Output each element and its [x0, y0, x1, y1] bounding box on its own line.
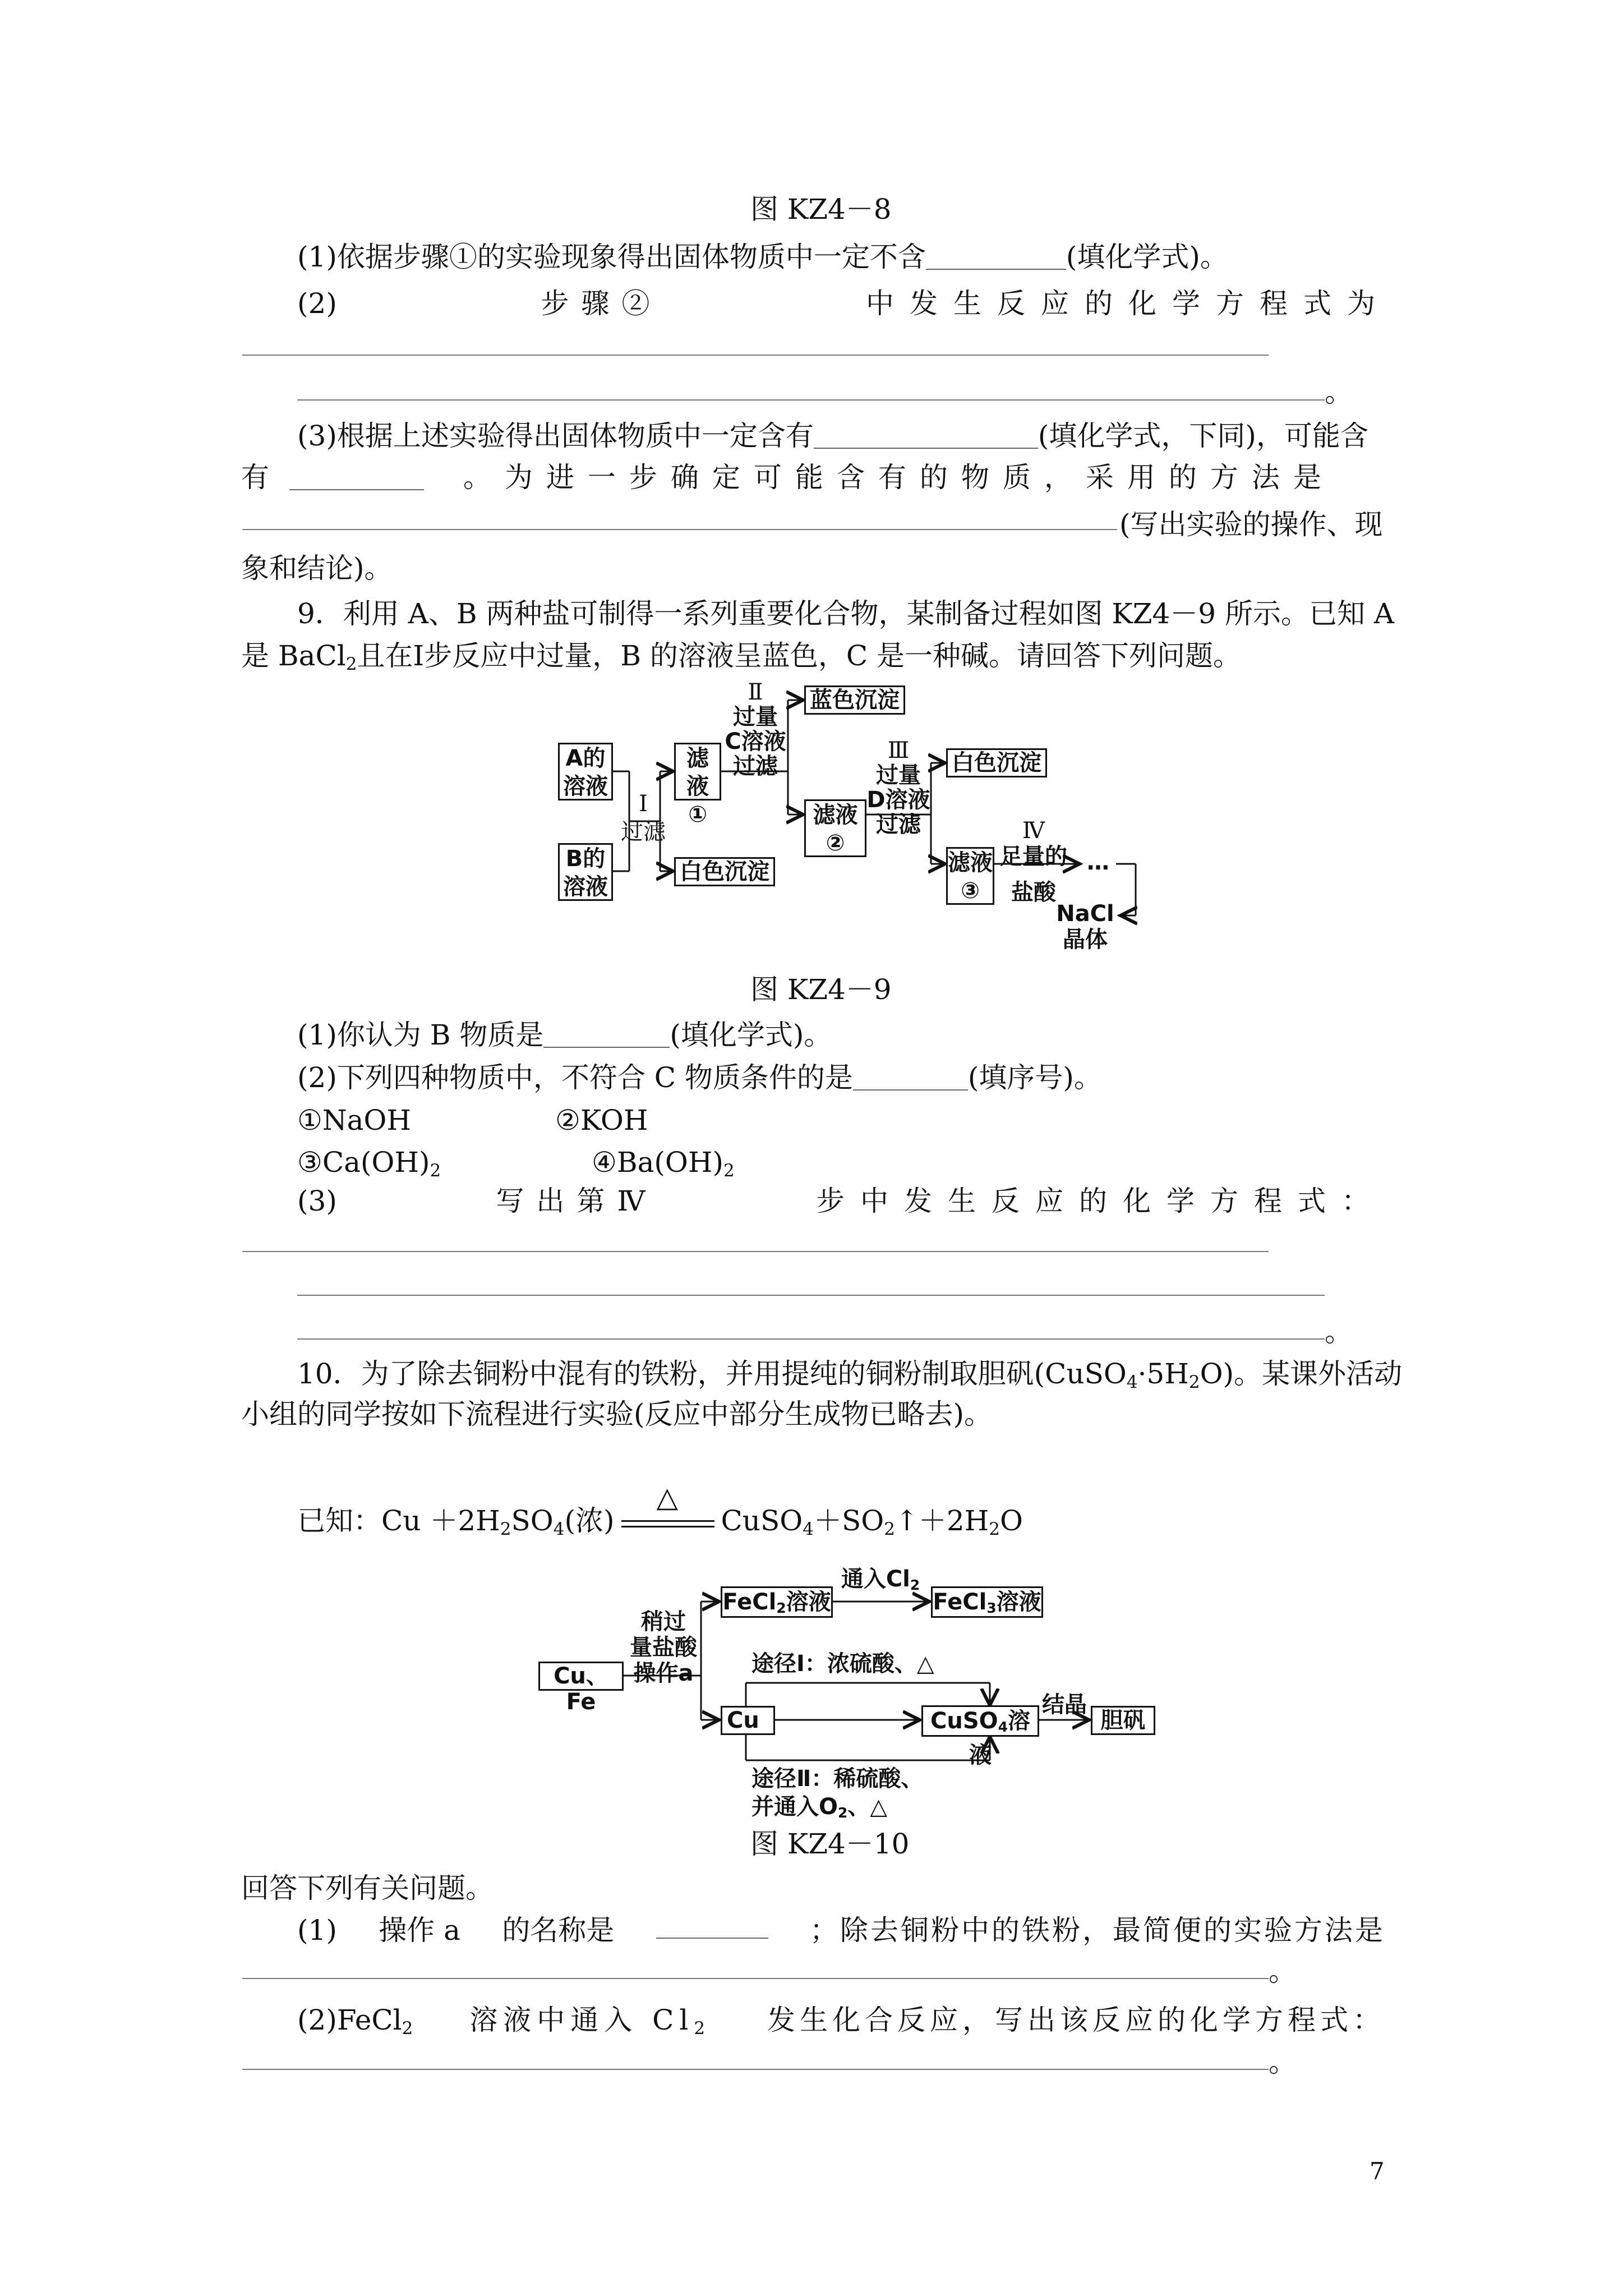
q9-intro-text: 且在Ⅰ步反应中过量，B 的溶液呈蓝色，C 是一种碱。请回答下列问题。: [357, 639, 1241, 672]
figure-caption-kz4-8: 图 KZ4－8: [750, 193, 892, 226]
q8-part3-text: (3)根据上述实验得出固体物质中一定含有: [297, 420, 814, 452]
q8-part3-tail: (填化学式，下同)，可能含: [1038, 420, 1368, 452]
page-number: 7: [1370, 2157, 1385, 2185]
box-text: CuSO: [930, 1708, 998, 1734]
q8-part3-word: 有: [241, 461, 269, 494]
end-mark: 。: [1325, 376, 1353, 408]
box-text: ①: [688, 802, 707, 827]
box-text: 溶液: [996, 1589, 1041, 1615]
box-text: ②: [826, 830, 845, 856]
q8-part2-word: 步骤②: [541, 287, 662, 320]
label-text: 并通入O: [751, 1794, 838, 1820]
equation-text: SO: [511, 1504, 554, 1537]
label-text: 过滤: [621, 819, 666, 845]
q10-part1-word: 的名称是: [502, 1914, 615, 1947]
box-white-precipitate-2: 白色沉淀: [946, 748, 1047, 777]
box-text: ③: [961, 878, 980, 904]
end-mark: 。: [1325, 1315, 1353, 1348]
label-text: 盐酸: [1011, 880, 1056, 905]
q10-intro-text: O)。某课外活动: [1200, 1358, 1403, 1390]
subscript: 4: [1126, 1372, 1138, 1392]
answer-line[interactable]: [242, 2069, 1269, 2070]
q9-intro-line1: 9．利用 A、B 两种盐可制得一系列重要化合物，某制备过程如图 KZ4－9 所示。已知 A: [297, 597, 1394, 630]
q8-part3-line3: (写出实验的操作、现: [1119, 508, 1383, 541]
q8-part2-word: 中发生反应的化学方程式为: [865, 287, 1391, 320]
q9-part1-tail: (填化学式)。: [670, 1019, 832, 1051]
q10-part2-text: (2)FeCl: [297, 2004, 402, 2036]
label-text: 过滤: [876, 812, 921, 838]
figure-caption-kz4-10: 图 KZ4－10: [750, 1828, 910, 1860]
box-blue-precipitate: 蓝色沉淀: [804, 685, 905, 715]
subscript: 2: [430, 1160, 441, 1181]
label-text: 足量的: [1000, 844, 1067, 869]
box-text: 溶液: [563, 874, 608, 900]
label-text: 过量: [876, 762, 921, 788]
q8-part3-word: 。为进一步确定可能含有的物质，采用的方法是: [463, 461, 1335, 494]
q9-option-1: ①NaOH: [297, 1104, 411, 1137]
subscript: 2: [776, 1600, 786, 1617]
q8-part2-word: (2): [297, 287, 337, 320]
box-text: B的: [565, 846, 606, 872]
q9-part3-word: 写出第Ⅳ: [496, 1185, 658, 1217]
q10-intro-line2: 小组的同学按如下流程进行实验(反应中部分生成物已略去)。: [241, 1398, 993, 1430]
q9-part2-text: (2)下列四种物质中，不符合 C 物质条件的是: [297, 1061, 853, 1094]
subscript: 2: [694, 2018, 711, 2039]
label-text: Ⅰ: [639, 791, 648, 817]
q9-part3-word: 步中发生反应的化学方程式：: [817, 1185, 1385, 1217]
label-text: [751, 1793, 923, 1827]
equation-text: CuSO: [721, 1504, 803, 1537]
label-text: 晶体: [1063, 927, 1108, 953]
equation-text: 已知：Cu ＋2H: [297, 1504, 500, 1537]
label-text: 通入Cl: [841, 1566, 910, 1592]
box-fecl2-solution: [721, 1586, 833, 1618]
label-text: 过量: [733, 704, 778, 730]
delta-symbol: △: [656, 1481, 678, 1513]
box-text: 溶液: [969, 1708, 1030, 1769]
q9-intro-text: 是 BaCl: [241, 639, 346, 672]
q10-part2-word: 发生化合反应，写出该反应的化学方程式：: [767, 2004, 1385, 2036]
subscript: 4: [803, 1519, 814, 1539]
box-text: A的: [565, 746, 606, 771]
label-text: C溶液: [725, 729, 786, 754]
q10-part1-word: ；除去铜粉中的铁粉，最简便的实验方法是: [809, 1914, 1385, 1947]
subscript: 2: [838, 1805, 848, 1821]
label-text: 量盐酸: [630, 1635, 697, 1660]
box-blue-vitriol: 胆矾: [1091, 1706, 1155, 1735]
route-1-label: 途径Ⅰ：浓硫酸、△: [751, 1651, 934, 1677]
pass-cl2-label: [836, 1565, 925, 1599]
option-text: ④Ba(OH): [592, 1146, 723, 1179]
q10-part2-text: 溶液中通入 Cl: [469, 2004, 694, 2036]
q10-part1: [297, 1913, 1385, 1948]
equation-text: O: [999, 1504, 1023, 1537]
subscript: 2: [723, 1160, 735, 1181]
q8-part1-tail: (填化学式)。: [1066, 241, 1228, 273]
route-2-label: [751, 1765, 923, 1827]
q10-part1-word: 操作 a: [379, 1914, 460, 1947]
subscript: 4: [998, 1719, 1008, 1736]
label-text: NaCl: [1056, 901, 1114, 927]
box-text: 溶液: [563, 774, 608, 799]
box-text: 滤液: [948, 850, 993, 876]
box-text: 溶液: [786, 1589, 831, 1615]
subscript: 2: [500, 1519, 511, 1539]
q10-intro-text: ·5H: [1137, 1358, 1189, 1390]
equation-text: ↑＋2H: [895, 1504, 989, 1537]
q8-part1-text: (1)依据步骤①的实验现象得出固体物质中一定不含: [297, 241, 926, 273]
subscript: 3: [986, 1600, 997, 1617]
box-text: FeCl: [933, 1589, 987, 1615]
figure-caption-kz4-9: 图 KZ4－9: [750, 973, 892, 1006]
label-text: 途径Ⅱ：稀硫酸、: [751, 1766, 924, 1792]
box-fecl3-solution: [931, 1586, 1043, 1618]
q9-part3-word: (3): [297, 1185, 337, 1217]
answer-blank[interactable]: [656, 1913, 768, 1939]
q10-part1-word: (1): [297, 1914, 337, 1947]
q10-part2-word: [297, 2003, 413, 2046]
step-a-label: [624, 1609, 703, 1686]
subscript: 2: [884, 1519, 895, 1539]
label-text: Ⅲ: [887, 738, 910, 763]
box-white-precipitate-1: 白色沉淀: [674, 857, 775, 886]
label-text: 稍过: [641, 1609, 686, 1635]
q10-intro-text: 10．为了除去铜粉中混有的铁粉，并用提纯的铜粉制取胆矾(CuSO: [297, 1358, 1127, 1390]
crystallize-label: 结晶: [1042, 1692, 1087, 1718]
box-cu-fe: Cu、Fe: [538, 1662, 624, 1691]
label-text: D溶液: [866, 787, 930, 813]
q8-part3-line4: 象和结论)。: [241, 552, 393, 585]
box-cu: Cu: [721, 1706, 775, 1735]
subscript: 2: [345, 654, 357, 674]
q9-part1-text: (1)你认为 B 物质是: [297, 1019, 544, 1051]
q10-ask: 回答下列有关问题。: [241, 1872, 494, 1904]
q9-option-2: ②KOH: [555, 1104, 648, 1137]
label-text: Ⅱ: [748, 679, 763, 705]
subscript: 4: [553, 1519, 565, 1539]
subscript: 2: [1188, 1372, 1200, 1392]
subscript: 2: [989, 1519, 1000, 1539]
equation-text: ＋SO: [813, 1504, 884, 1537]
end-mark: 。: [1269, 2046, 1297, 2078]
box-text: 滤液: [813, 802, 858, 828]
label-text: 过滤: [733, 753, 778, 779]
box-cuso4-solution: [921, 1705, 1039, 1769]
label-text: 、△: [847, 1794, 888, 1820]
subscript: 2: [910, 1577, 920, 1594]
subscript: 2: [402, 2018, 413, 2039]
option-text: ③Ca(OH): [297, 1146, 430, 1179]
q10-part2: [297, 2003, 1385, 2046]
ellipsis: …: [1087, 849, 1109, 875]
q10-part2-word: [469, 2003, 711, 2046]
label-text: Ⅳ: [1022, 818, 1045, 844]
end-mark: 。: [1269, 1955, 1297, 1987]
label-text: 操作a: [633, 1660, 694, 1686]
box-text: 滤液: [686, 746, 709, 799]
box-text: FeCl: [722, 1589, 777, 1615]
equation-text: (浓): [564, 1504, 615, 1537]
q9-part2-tail: (填序号)。: [967, 1061, 1102, 1094]
answer-line[interactable]: [242, 1978, 1269, 1979]
